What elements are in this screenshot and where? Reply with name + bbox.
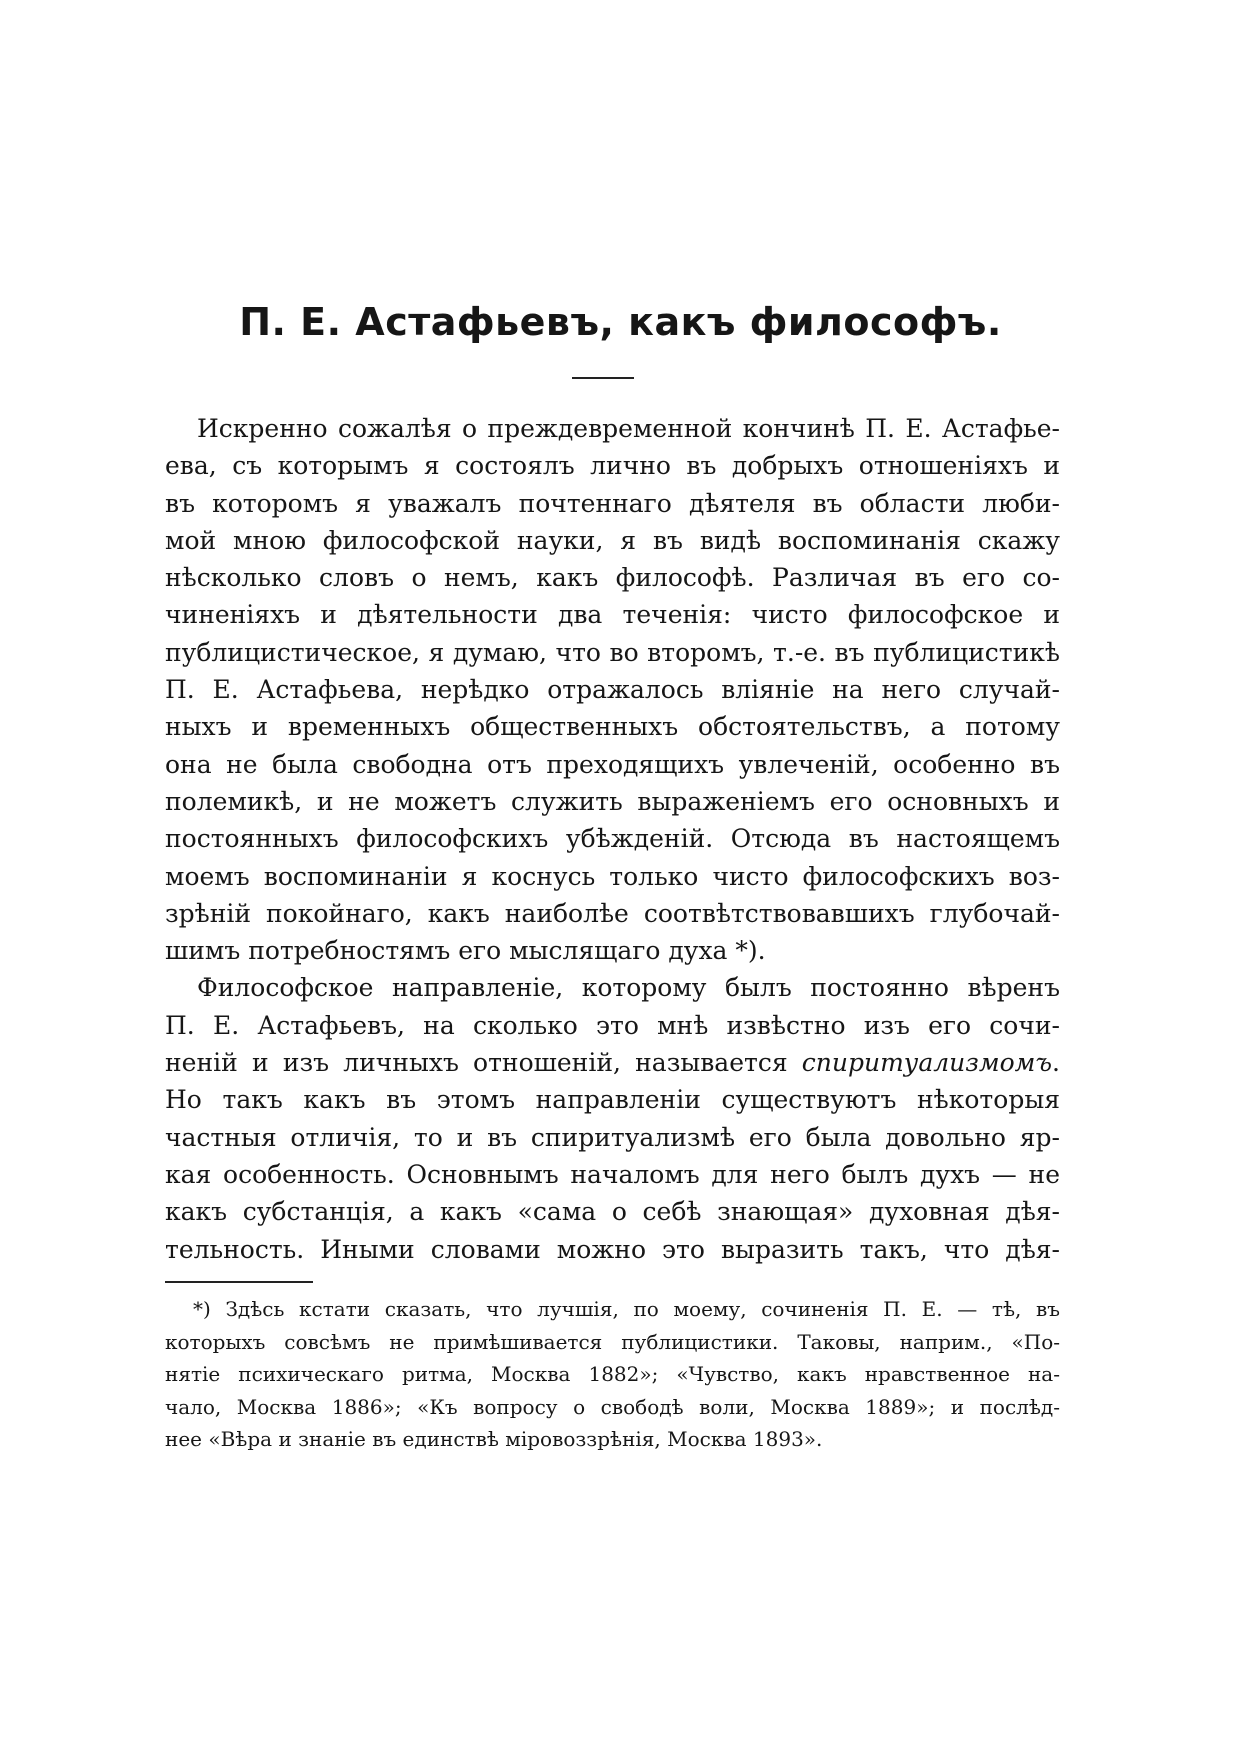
text-fragment: неній и изъ личныхъ отношеній, называется	[165, 1048, 802, 1078]
page-title: П. Е. Астафьевъ, какъ философъ.	[239, 300, 1002, 344]
text-line: тельность. Иными словами можно это выразить такъ, что дѣя-	[165, 1234, 1060, 1264]
text-line: она не была свободна отъ преходящихъ увлеченій, особенно въ	[165, 749, 1060, 779]
text-line: въ которомъ я уважалъ почтеннаго дѣятеля въ области люби-	[165, 488, 1060, 518]
footnote-divider	[165, 1281, 313, 1283]
text-line: зрѣній покойнаго, какъ наиболѣе соотвѣтствовавшихъ глубочай-	[165, 898, 1060, 928]
italic-term: спиритуализмомъ	[801, 1048, 1053, 1078]
footnote-line: нятіе психическаго ритма, Москва 1882»; «Чувство, какъ нравственное на-	[165, 1362, 1060, 1386]
title-divider	[572, 377, 634, 379]
text-line: частныя отличія, то и въ спиритуализмѣ его была довольно яр-	[165, 1122, 1060, 1152]
text-line: Искренно сожалѣя о преждевременной кончинѣ П. Е. Астафье-	[197, 414, 1060, 443]
paragraph-2	[165, 969, 1060, 1267]
text-line: моемъ воспоминаніи я коснусь только чисто философскихъ воз-	[165, 861, 1060, 891]
text-line: постоянныхъ философскихъ убѣжденій. Отсюда въ настоящемъ	[165, 824, 1060, 854]
text-line: полемикѣ, и не можетъ служить выраженіемъ его основныхъ и	[165, 786, 1060, 816]
text-line: кая особенность. Основнымъ началомъ для него былъ духъ — не	[165, 1159, 1060, 1189]
text-line: какъ субстанція, а какъ «сама о себѣ знающая» духовная дѣя-	[165, 1197, 1060, 1227]
text-line: чиненіяхъ и дѣятельности два теченія: чисто философское и	[165, 600, 1060, 630]
main-text	[165, 410, 1060, 1268]
text-line	[165, 1044, 1060, 1081]
text-line: ныхъ и временныхъ общественныхъ обстоятельствъ, а потому	[165, 712, 1060, 742]
paragraph-1	[165, 410, 1060, 969]
text-line: мой мною философской науки, я въ видѣ воспоминанія скажу	[165, 525, 1060, 555]
text-line: шимъ потребностямъ его мыслящаго духа *).	[165, 936, 766, 966]
text-line: П. Е. Астафьевъ, на сколько это мнѣ извѣстно изъ его сочи-	[165, 1010, 1060, 1040]
text-line: ева, съ которымъ я состоялъ лично въ добрыхъ отношеніяхъ и	[165, 451, 1060, 481]
footnote-line: *) Здѣсь кстати сказать, что лучшія, по моему, сочиненія П. Е. — тѣ, въ	[193, 1297, 1060, 1321]
footnote-line: нее «Вѣра и знаніе въ единствѣ міровоззрѣнія, Москва 1893».	[165, 1427, 823, 1451]
footnote-line: чало, Москва 1886»; «Къ вопросу о свободѣ воли, Москва 1889»; и послѣд-	[165, 1394, 1060, 1419]
footnote-line: которыхъ совсѣмъ не примѣшивается публицистики. Таковы, наприм., «По-	[165, 1329, 1060, 1354]
footnote	[165, 1293, 1060, 1456]
text-line: публицистическое, я думаю, что во второмъ, т.-е. въ публицистикѣ	[165, 637, 1060, 667]
text-line: Философское направленіе, которому былъ постоянно вѣренъ	[197, 973, 1060, 1003]
text-fragment: .	[1052, 1048, 1060, 1078]
text-line: нѣсколько словъ о немъ, какъ философѣ. Различая въ его со-	[165, 563, 1060, 593]
text-line: П. Е. Астафьева, нерѣдко отражалось вліяніе на него случай-	[165, 675, 1060, 705]
text-line: Но такъ какъ въ этомъ направленіи существуютъ нѣкоторыя	[165, 1085, 1060, 1115]
